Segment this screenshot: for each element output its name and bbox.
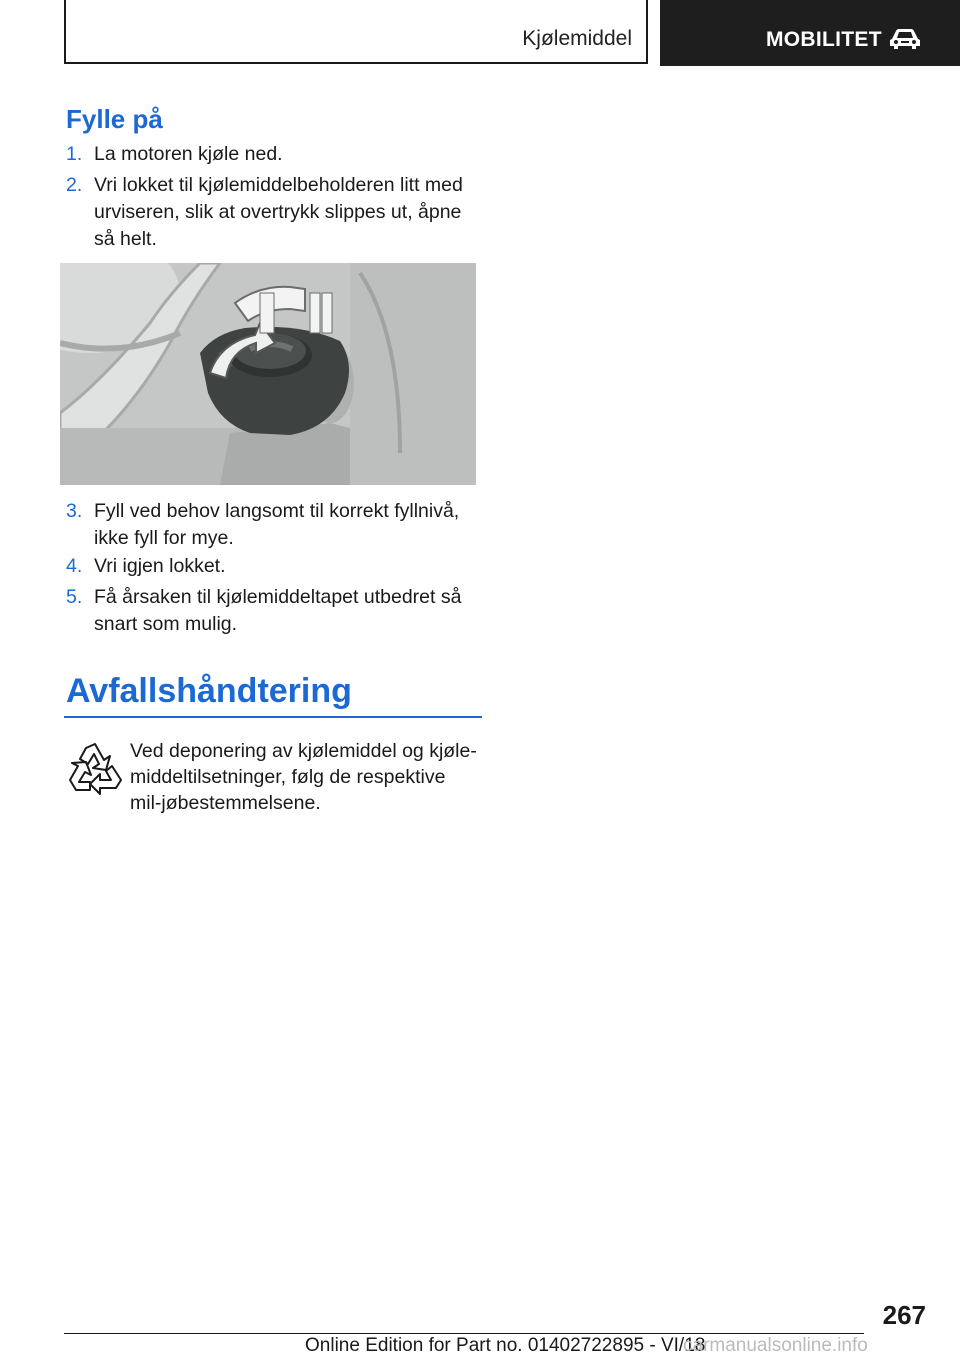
step-number: 4. xyxy=(66,555,83,577)
watermark: carmanualsonline.info xyxy=(683,1335,868,1356)
step-number: 2. xyxy=(66,174,83,196)
disposal-heading: Avfallshåndtering xyxy=(66,672,352,710)
step-number: 3. xyxy=(66,500,83,522)
header-chapter-box xyxy=(64,0,648,64)
section-label: MOBILITET xyxy=(766,28,882,51)
edition-text: Online Edition for Part no. 01402722895 - VI/18 xyxy=(305,1335,706,1356)
chapter-title: Kjølemiddel xyxy=(522,27,632,50)
fill-heading: Fylle på xyxy=(66,104,163,134)
footer-divider xyxy=(64,1333,864,1334)
step-text: Vri lokket til kjølemiddelbeholderen litt med urviseren, slik at overtrykk slippes ut, åpne så helt. xyxy=(94,174,463,250)
step-text: Fyll ved behov langsomt til korrekt fyllnivå, ikke fyll for mye. xyxy=(94,500,460,549)
header-section-tab xyxy=(660,0,960,66)
page-number: 267 xyxy=(882,1300,926,1330)
disposal-note: Ved deponering av kjølemiddel og kjøle-middeltilsetninger, følg de respektive mil-jøbestemmelsene. xyxy=(130,740,477,814)
recycle-icon xyxy=(66,742,124,796)
coolant-cap-illustration xyxy=(60,263,476,485)
step-text: Få årsaken til kjølemiddeltapet utbedret så snart som mulig. xyxy=(94,586,462,635)
car-icon xyxy=(888,28,922,50)
step-number: 1. xyxy=(66,143,83,165)
step-text: La motoren kjøle ned. xyxy=(94,143,283,165)
step-number: 5. xyxy=(66,586,83,608)
heading-divider xyxy=(64,716,482,718)
step-text: Vri igjen lokket. xyxy=(94,555,226,577)
